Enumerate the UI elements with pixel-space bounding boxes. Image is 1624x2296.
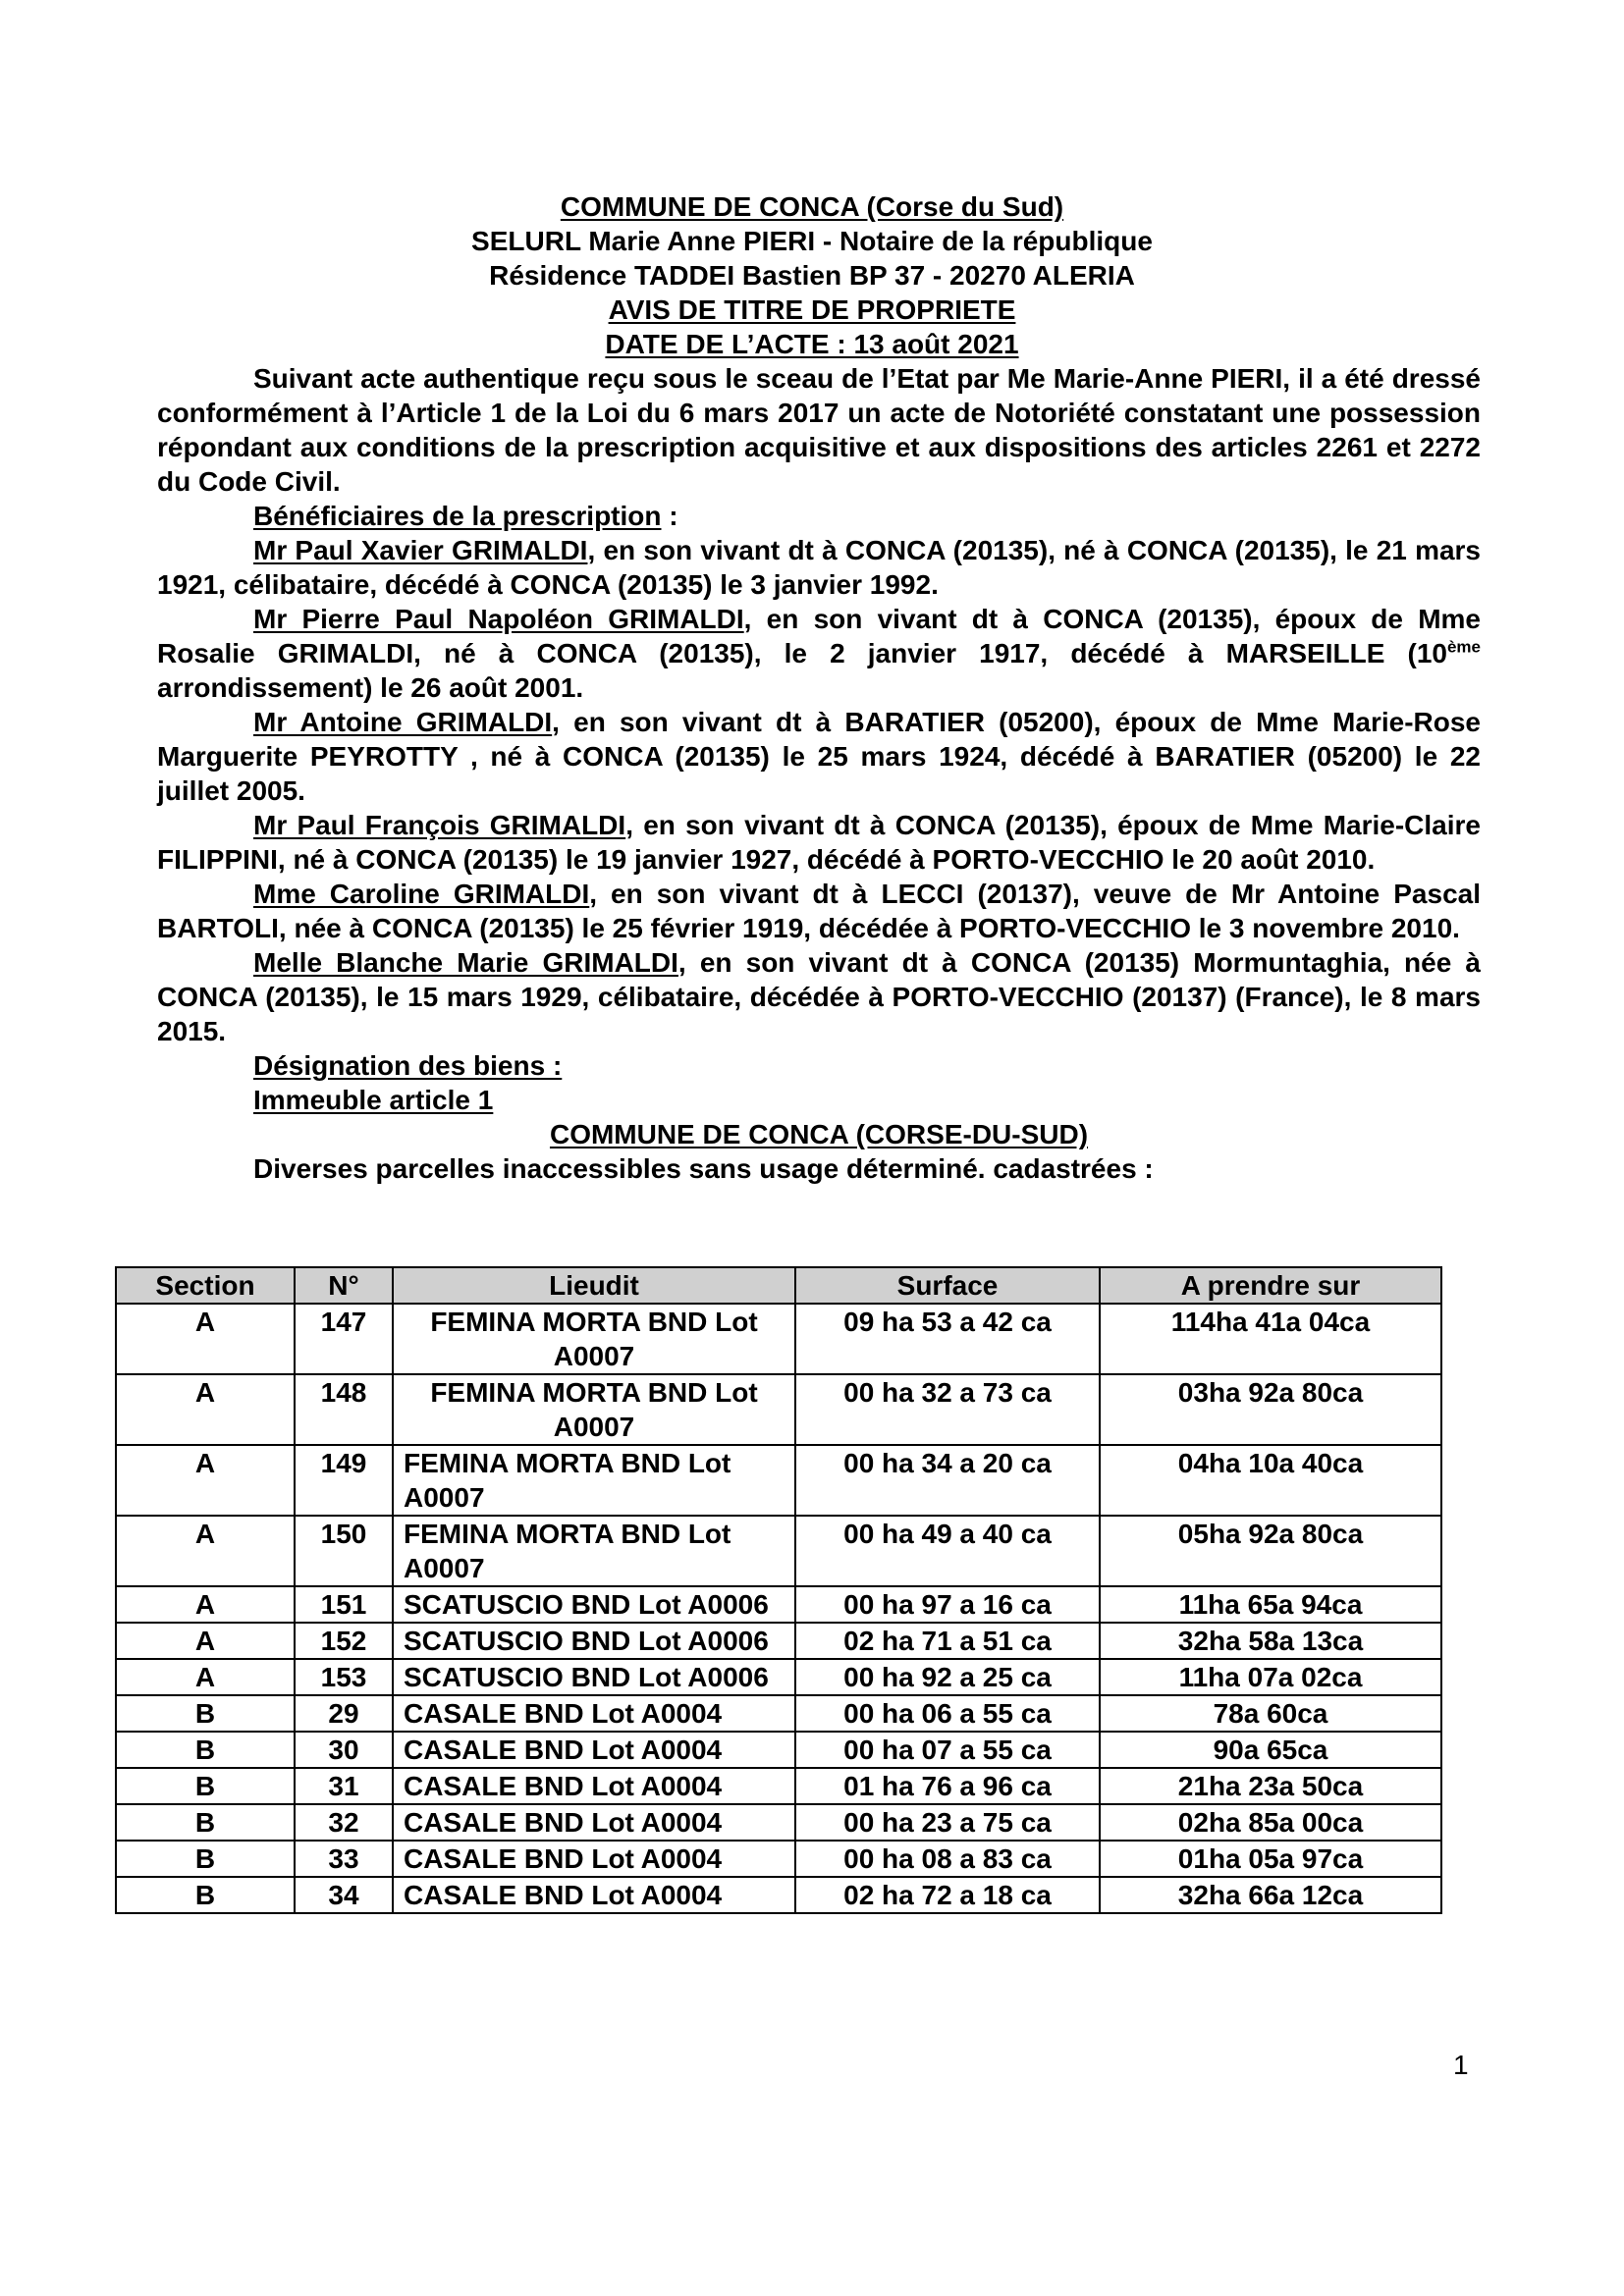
cell-a-prendre-sur: 01ha 05a 97ca <box>1100 1841 1441 1877</box>
table-row <box>116 1695 1441 1732</box>
cell-section: A <box>116 1516 295 1586</box>
cell-surface: 09 ha 53 a 42 ca <box>795 1304 1100 1374</box>
parcels-line: Diverses parcelles inaccessibles sans usage déterminé. cadastrées : <box>253 1153 1154 1184</box>
cell-section: A <box>116 1659 295 1695</box>
intro-paragraph: Suivant acte authentique reçu sous le sceau de l’Etat par Me Marie-Anne PIERI, il a été dressé conformément à l’Article 1 de la Loi du 6 mars 2017 un acte de Notoriété constatant une possession répondant aux conditions de la prescription acquisitive et aux dispositions des articles 2261 et 2272 du Code Civil. <box>157 363 1481 497</box>
cell-lieudit: FEMINA MORTA BND Lot A0007 <box>393 1304 795 1374</box>
table-row <box>116 1659 1441 1695</box>
beneficiary-name: Mr Antoine GRIMALDI <box>253 707 553 737</box>
cell-section: B <box>116 1768 295 1804</box>
beneficiary-details-cont: arrondissement) le 26 août 2001. <box>157 672 584 703</box>
document-body <box>157 361 1481 1186</box>
beneficiaries-heading-colon: : <box>661 501 678 531</box>
cell-a-prendre-sur: 114ha 41a 04ca <box>1100 1304 1441 1374</box>
commune-heading-label: COMMUNE DE CONCA (CORSE-DU-SUD) <box>549 1119 1089 1149</box>
cell-lieudit: SCATUSCIO BND Lot A0006 <box>393 1659 795 1695</box>
beneficiary-name: Mr Pierre Paul Napoléon GRIMALDI <box>253 604 744 634</box>
table-row <box>116 1445 1441 1516</box>
cell-section: B <box>116 1732 295 1768</box>
cadastre-table <box>115 1266 1442 1914</box>
designation-heading <box>157 1048 1481 1083</box>
cell-number: 31 <box>295 1768 393 1804</box>
cell-a-prendre-sur: 02ha 85a 00ca <box>1100 1804 1441 1841</box>
beneficiary-details: , en son vivant dt à BARATIER (05200), époux de Mme Marie-Rose Marguerite PEYROTTY , né à CONCA (20135) le 25 mars 1924, décédé à BARATIER (05200) le 22 juillet 2005. <box>157 707 1481 806</box>
beneficiary-details: , en son vivant dt à CONCA (20135) Mormuntaghia, née à CONCA (20135), le 15 mars 1929, célibataire, décédée à PORTO-VECCHIO (20137) (France), le 8 mars 2015. <box>157 947 1481 1046</box>
cell-lieudit: CASALE BND Lot A0004 <box>393 1732 795 1768</box>
table-header-row <box>116 1267 1441 1304</box>
table-row <box>116 1732 1441 1768</box>
beneficiaries-heading <box>157 499 1481 533</box>
cell-lieudit: CASALE BND Lot A0004 <box>393 1877 795 1913</box>
cell-section: A <box>116 1623 295 1659</box>
cell-section: A <box>116 1374 295 1445</box>
notary-name: SELURL Marie Anne PIERI - Notaire de la république <box>471 226 1153 256</box>
cell-lieudit: CASALE BND Lot A0004 <box>393 1695 795 1732</box>
page-number: 1 <box>1453 2050 1469 2080</box>
header-a-prendre-sur: A prendre sur <box>1100 1267 1441 1304</box>
superscript-eme: ème <box>1446 637 1481 657</box>
beneficiary-name: Mr Paul François GRIMALDI <box>253 810 626 840</box>
cell-number: 149 <box>295 1445 393 1516</box>
cell-section: A <box>116 1586 295 1623</box>
table-row <box>116 1768 1441 1804</box>
cell-a-prendre-sur: 78a 60ca <box>1100 1695 1441 1732</box>
cell-section: A <box>116 1304 295 1374</box>
cell-a-prendre-sur: 11ha 07a 02ca <box>1100 1659 1441 1695</box>
cell-surface: 00 ha 23 a 75 ca <box>795 1804 1100 1841</box>
cell-section: B <box>116 1877 295 1913</box>
cell-number: 151 <box>295 1586 393 1623</box>
table-row <box>116 1877 1441 1913</box>
cell-surface: 01 ha 76 a 96 ca <box>795 1768 1100 1804</box>
cell-surface: 02 ha 72 a 18 ca <box>795 1877 1100 1913</box>
cell-lieudit: CASALE BND Lot A0004 <box>393 1804 795 1841</box>
notary-address: Résidence TADDEI Bastien BP 37 - 20270 ALERIA <box>489 260 1135 291</box>
beneficiary-name: Mr Paul Xavier GRIMALDI <box>253 535 588 565</box>
header-surface: Surface <box>795 1267 1100 1304</box>
beneficiary-details: , en son vivant dt à CONCA (20135), époux de Mme Rosalie GRIMALDI, né à CONCA (20135), le 2 janvier 1917, décédé à MARSEILLE (10 <box>157 604 1481 668</box>
cell-surface: 00 ha 32 a 73 ca <box>795 1374 1100 1445</box>
commune-heading <box>157 1117 1481 1151</box>
deed-date: DATE DE L’ACTE : 13 août 2021 <box>605 329 1019 359</box>
beneficiary-details: , en son vivant dt à CONCA (20135), époux de Mme Marie-Claire FILIPPINI, né à CONCA (20135) le 19 janvier 1927, décédé à PORTO-VECCHIO le 20 août 2010. <box>157 810 1482 875</box>
cell-number: 32 <box>295 1804 393 1841</box>
cell-surface: 00 ha 08 a 83 ca <box>795 1841 1100 1877</box>
cell-section: A <box>116 1445 295 1516</box>
designation-heading-label: Désignation des biens : <box>253 1050 563 1081</box>
cell-number: 150 <box>295 1516 393 1586</box>
beneficiary-details: , en son vivant dt à LECCI (20137), veuve de Mr Antoine Pascal BARTOLI, née à CONCA (20135) le 25 février 1919, décédée à PORTO-VECCHIO le 3 novembre 2010. <box>157 879 1481 943</box>
table-row <box>116 1516 1441 1586</box>
cell-lieudit: FEMINA MORTA BND Lot A0007 <box>393 1374 795 1445</box>
cell-a-prendre-sur: 11ha 65a 94ca <box>1100 1586 1441 1623</box>
table-row <box>116 1623 1441 1659</box>
cell-surface: 00 ha 97 a 16 ca <box>795 1586 1100 1623</box>
cell-surface: 00 ha 92 a 25 ca <box>795 1659 1100 1695</box>
cell-surface: 00 ha 34 a 20 ca <box>795 1445 1100 1516</box>
notice-title: AVIS DE TITRE DE PROPRIETE <box>608 294 1016 325</box>
cell-a-prendre-sur: 90a 65ca <box>1100 1732 1441 1768</box>
cell-lieudit: FEMINA MORTA BND Lot A0007 <box>393 1445 795 1516</box>
cell-section: B <box>116 1841 295 1877</box>
cell-surface: 00 ha 06 a 55 ca <box>795 1695 1100 1732</box>
cell-number: 152 <box>295 1623 393 1659</box>
cell-section: B <box>116 1695 295 1732</box>
cell-lieudit: SCATUSCIO BND Lot A0006 <box>393 1586 795 1623</box>
cell-number: 30 <box>295 1732 393 1768</box>
cell-number: 29 <box>295 1695 393 1732</box>
beneficiary-paragraph <box>157 533 1481 602</box>
table-row <box>116 1841 1441 1877</box>
immeuble-heading <box>157 1083 1481 1117</box>
beneficiary-paragraph <box>157 877 1481 945</box>
cell-number: 33 <box>295 1841 393 1877</box>
cell-surface: 00 ha 07 a 55 ca <box>795 1732 1100 1768</box>
cell-lieudit: CASALE BND Lot A0004 <box>393 1768 795 1804</box>
cell-a-prendre-sur: 05ha 92a 80ca <box>1100 1516 1441 1586</box>
cell-number: 34 <box>295 1877 393 1913</box>
document-header <box>0 189 1624 361</box>
cell-number: 148 <box>295 1374 393 1445</box>
cell-surface: 02 ha 71 a 51 ca <box>795 1623 1100 1659</box>
beneficiary-paragraph <box>157 945 1481 1048</box>
cell-a-prendre-sur: 32ha 58a 13ca <box>1100 1623 1441 1659</box>
cell-a-prendre-sur: 04ha 10a 40ca <box>1100 1445 1441 1516</box>
beneficiaries-heading-label: Bénéficiaires de la prescription <box>253 501 662 531</box>
table-row <box>116 1304 1441 1374</box>
beneficiary-name: Melle Blanche Marie GRIMALDI <box>253 947 678 978</box>
cell-a-prendre-sur: 21ha 23a 50ca <box>1100 1768 1441 1804</box>
cell-lieudit: SCATUSCIO BND Lot A0006 <box>393 1623 795 1659</box>
table-row <box>116 1804 1441 1841</box>
header-lieudit: Lieudit <box>393 1267 795 1304</box>
cell-lieudit: CASALE BND Lot A0004 <box>393 1841 795 1877</box>
beneficiary-paragraph <box>157 705 1481 808</box>
beneficiary-details: , en son vivant dt à CONCA (20135), né à CONCA (20135), le 21 mars 1921, célibataire, décédé à CONCA (20135) le 3 janvier 1992. <box>157 535 1482 600</box>
header-number: N° <box>295 1267 393 1304</box>
immeuble-heading-label: Immeuble article 1 <box>253 1085 494 1115</box>
beneficiary-name: Mme Caroline GRIMALDI <box>253 879 590 909</box>
commune-title: COMMUNE DE CONCA (Corse du Sud) <box>560 191 1064 222</box>
cell-lieudit: FEMINA MORTA BND Lot A0007 <box>393 1516 795 1586</box>
cell-section: B <box>116 1804 295 1841</box>
cell-number: 153 <box>295 1659 393 1695</box>
cell-a-prendre-sur: 03ha 92a 80ca <box>1100 1374 1441 1445</box>
table-row <box>116 1374 1441 1445</box>
beneficiary-paragraph <box>157 602 1481 705</box>
cell-a-prendre-sur: 32ha 66a 12ca <box>1100 1877 1441 1913</box>
table-row <box>116 1586 1441 1623</box>
cell-surface: 00 ha 49 a 40 ca <box>795 1516 1100 1586</box>
beneficiary-paragraph <box>157 808 1481 877</box>
cell-number: 147 <box>295 1304 393 1374</box>
header-section: Section <box>116 1267 295 1304</box>
